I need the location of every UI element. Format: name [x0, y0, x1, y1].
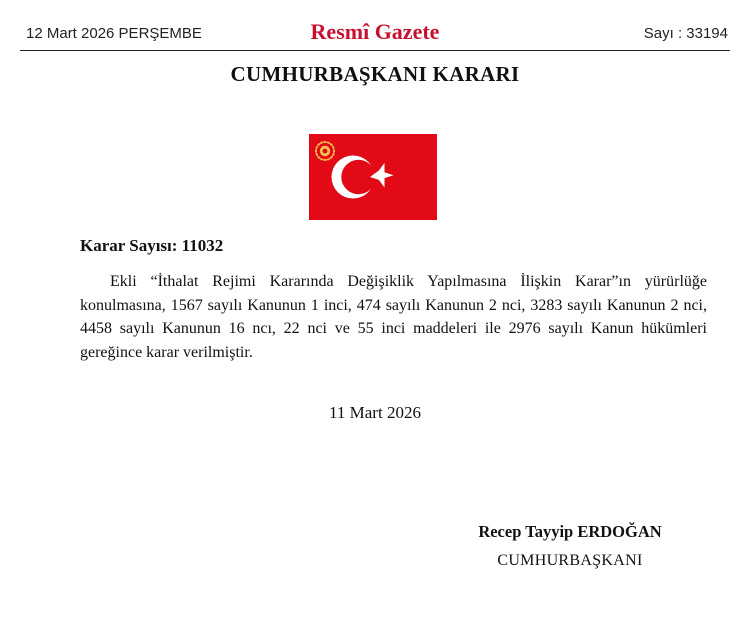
issue-number: Sayı : 33194 [643, 25, 728, 42]
gazette-title: Resmî Gazete [310, 19, 440, 44]
decision-body-text: Ekli “İthalat Rejimi Kararında Değişiklik Yapılmasına İlişkin Karar”ın yürürlüğe konulmasına, 1567 sayılı Kanunun 1 inci, 474 sayılı Kanunun 2 nci, 3283 sayılı Kanunun 2 nci, 4458 sayılı Kanunun 16 ncı, 22 nci ve 55 inci maddeleri ile 2976 sayılı Kanun hükümleri gereğince karar verilmiştir. [80, 273, 707, 361]
turkish-flag-icon [309, 134, 437, 220]
signatory-name: Recep Tayyip ERDOĞAN [478, 522, 662, 541]
decision-number: Karar Sayısı: 11032 [80, 236, 224, 255]
gazette-header [20, 16, 730, 51]
decision-date: 11 Mart 2026 [329, 403, 421, 422]
issue-date: 12 Mart 2026 PERŞEMBE [26, 25, 202, 42]
document-heading: CUMHURBAŞKANI KARARI [230, 62, 520, 86]
signatory-title: CUMHURBAŞKANI [497, 552, 643, 569]
